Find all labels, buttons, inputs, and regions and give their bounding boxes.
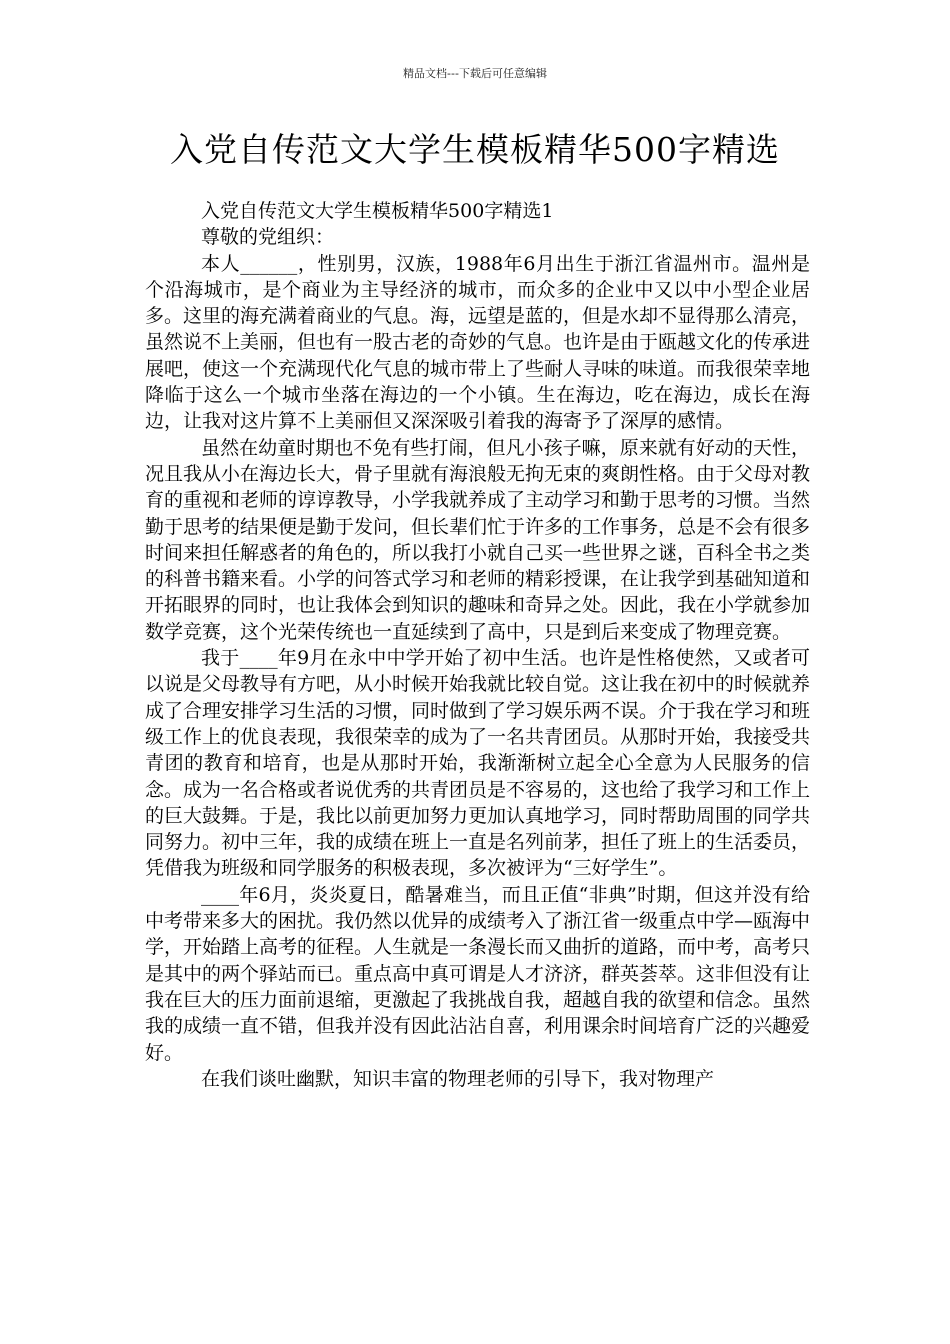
document-title: 入党自传范文大学生模板精华500字精选 xyxy=(170,130,780,169)
subtitle-paragraph: 入党自传范文大学生模板精华500字精选1 xyxy=(201,200,554,222)
body-paragraph: 虽然在幼童时期也不免有些打闹，但凡小孩子嘛，原来就有好动的天性，况且我从小在海边长大，骨子里就有海浪般无拘无束的爽朗性格。由于父母对教育的重视和老师的谆谆教导，小学我就养成了主动学习和勤于思考的习惯。当然勤于思考的结果便是勤于发问，但长辈们忙于许多的工作事务，总是不会有很多时间来担任解惑者的角色的，所以我打小就自己买一些世界之谜，百科全书之类的科普书籍来看。小学的问答式学习和老师的精彩授课，在让我学到基础知道和开拓眼界的同时，也让我体会到知识的趣味和奇异之处。因此，我在小学就参加数学竞赛，这个光荣传统也一直延续到了高中，只是到后来变成了物理竞赛。 xyxy=(145,436,811,643)
body-paragraph: 在我们谈吐幽默，知识丰富的物理老师的引导下，我对物理产 xyxy=(201,1067,715,1090)
body-paragraph: 本人______，性别男，汉族，1988年6月出生于浙江省温州市。温州是个沿海城市，是个商业为主导经济的城市，而众多的企业中又以中小型企业居多。这里的海充满着商业的气息。海，远望是蓝的，但是水却不显得那么清亮，虽然说不上美丽，但也有一股古老的奇妙的气息。也许是由于瓯越文化的传承进展吧，使这一个充满现代化气息的城市带上了些耐人寻味的味道。而我很荣幸地降临于这么一个城市坐落在海边的一个小镇。生在海边，吃在海边，成长在海边，让我对这片算不上美丽但又深深吸引着我的海寄予了深厚的感情。 xyxy=(145,252,811,433)
header-note: 精品文档---下载后可任意编辑 xyxy=(403,67,547,80)
body-paragraph: 我于____年9月在永中中学开始了初中生活。也许是性格使然，又或者可以说是父母教导有方吧，从小时候开始我就比较自觉。这让我在初中的时候就养成了合理安排学习生活的习惯，同时做到了学习娱乐两不误。介于我在学习和班级工作上的优良表现，我很荣幸的成为了一名共青团员。从那时开始，我接受共青团的教育和培育，也是从那时开始，我渐渐树立起全心全意为人民服务的信念。成为一名合格或者说优秀的共青团员是不容易的，这也给了我学习和工作上的巨大鼓舞。于是，我比以前更加努力更加认真地学习，同时帮助周围的同学共同努力。初中三年，我的成绩在班上一直是名列前茅，担任了班上的生活委员，凭借我为班级和同学服务的积极表现，多次被评为“三好学生”。 xyxy=(145,647,811,880)
body-paragraph: ____年6月，炎炎夏日，酷暑难当，而且正值“非典”时期，但这并没有给中考带来多大的困扰。我仍然以优异的成绩考入了浙江省一级重点中学—瓯海中学，开始踏上高考的征程。人生就是一条漫长而又曲折的道路，而中考，高考只是其中的两个驿站而已。重点高中真可谓是人才济济，群英荟萃。这非但没有让我在巨大的压力面前退缩，更激起了我挑战自我，超越自我的欲望和信念。虽然我的成绩一直不错，但我并没有因此沾沾自喜，利用课余时间培育广泛的兴趣爱好。 xyxy=(145,883,811,1064)
document-body xyxy=(145,198,810,1092)
salutation-paragraph: 尊敬的党组织： xyxy=(201,226,335,249)
